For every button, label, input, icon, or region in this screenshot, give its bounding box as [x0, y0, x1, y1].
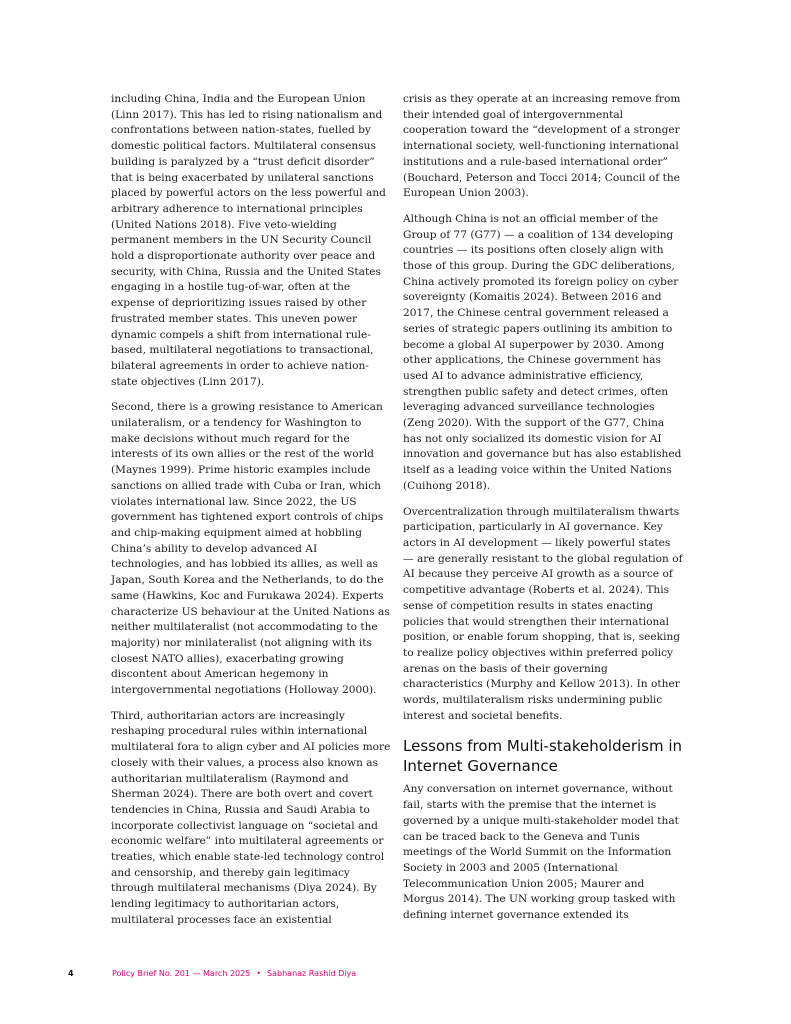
body-paragraph: crisis as they operate at an increasing remove from their intended goal of intergovernmental cooperation toward the “development of a stronger international society, well-functioning international institutions and a rule-based international order” (Bouchard, Peterson and Tocci 2014; Council of the European Union 2003).	[403, 93, 681, 200]
body-paragraph: Overcentralization through multilateralism thwarts participation, particularly in AI governance. Key actors in AI development — likely powerful states — are generally resistant to the global regulation of AI because they perceive AI growth as a source of competitive advantage (Roberts et al. 2024). This sense of competition results in states enacting policies that would strengthen their international position, or enable forum shopping, that is, seeking to realize policy objectives within preferred policy arenas on the basis of their governing characteristics (Murphy and Kellow 2013). In other words, multilateralism risks undermining public interest and societal benefits.	[403, 505, 683, 722]
right-column	[403, 92, 683, 934]
body-paragraph: Second, there is a growing resistance to American unilateralism, or a tendency for Washington to make decisions without much regard for the interests of its own allies or the rest of the world (Maynes 1999). Prime historic examples include sanctions on allied trade with Cuba or Iran, which violates international law. Since 2022, the US government has tightened export controls of chips and chip-making equipment aimed at hobbling China’s ability to develop advanced AI technologies, and has lobbied its allies, as well as Japan, South Korea and the Netherlands, to do the same (Hawkins, Koc and Furukawa 2024). Experts characterize US behaviour at the United Nations as neither multilateralist (not accommodating to the majority) nor minilateralist (not aligning with its closest NATO allies), exacerbating growing discontent about American hegemony in intergovernmental negotiations (Holloway 2000).	[111, 401, 390, 697]
page-number: 4	[68, 969, 74, 978]
page-footer	[0, 967, 791, 981]
bullet-separator: •	[256, 969, 262, 978]
body-paragraph: Although China is not an official member of the Group of 77 (G77) — a coalition of 134 developing countries — its positions often closely align with those of this group. During the GDC deliberations, China actively promoted its foreign policy on cyber sovereignty (Komaitis 2024). Between 2016 and 2017, the Chinese central government released a series of strategic papers outlining its ambition to become a global AI superpower by 2030. Among other applications, the Chinese government has used AI to advance administrative efficiency, strengthen public safety and detect crimes, often leveraging advanced surveillance technologies (Zeng 2020). With the support of the G77, China has not only socialized its domestic vision for AI innovation and governance but has also established itself as a leading voice within the United Nations (Cuihong 2018).	[403, 212, 682, 492]
section-heading: Lessons from Multi-stakeholderism in Internet Governance	[403, 737, 683, 776]
footer-citation	[112, 967, 356, 981]
left-column	[111, 92, 391, 939]
author-name: Sabhanaz Rashid Diya	[267, 969, 357, 978]
body-paragraph: Any conversation on internet governance, without fail, starts with the premise that the internet is governed by a unique multi-stakeholder model that can be traced back to the Geneva and Tunis meetings of the World Summit on the Information Society in 2003 and 2005 (International Telecommunication Union 2005; Maurer and Morgus 2014). The UN working group tasked with defining internet governance extended its	[403, 783, 679, 922]
body-paragraph: Third, authoritarian actors are increasingly reshaping procedural rules within international multilateral fora to align cyber and AI policies more closely with their values, a process also known as authoritarian multilateralism (Raymond and Sherman 2024). There are both overt and covert tendencies in China, Russia and Saudi Arabia to incorporate collectivist language on “societal and economic welfare” into multilateral agreements or treaties, which enable state-led technology control and censorship, and thereby gain legitimacy through multilateral mechanisms (Diya 2024). By lending legitimacy to authoritarian actors, multilateral processes face an existential	[111, 709, 391, 926]
body-paragraph: including China, India and the European Union (Linn 2017). This has led to rising nationalism and confrontations between nation-states, fuelled by domestic political factors. Multilateral consensus building is paralyzed by a “trust deficit disorder” that is being exacerbated by unilateral sanctions placed by powerful actors on the less powerful and arbitrary adherence to international principles (United Nations 2018). Five veto-wielding permanent members in the UN Security Council hold a disproportionate authority over peace and security, with China, Russia and the United States engaging in a hostile tug-of-war, often at the expense of deprioritizing issues raised by other frustrated member states. This uneven power dynamic compels a shift from international rule-based, multilateral negotiations to transactional, bilateral agreements in order to achieve nation-state objectives (Linn 2017).	[111, 93, 386, 388]
publication-label: Policy Brief No. 201 — March 2025	[112, 969, 251, 978]
